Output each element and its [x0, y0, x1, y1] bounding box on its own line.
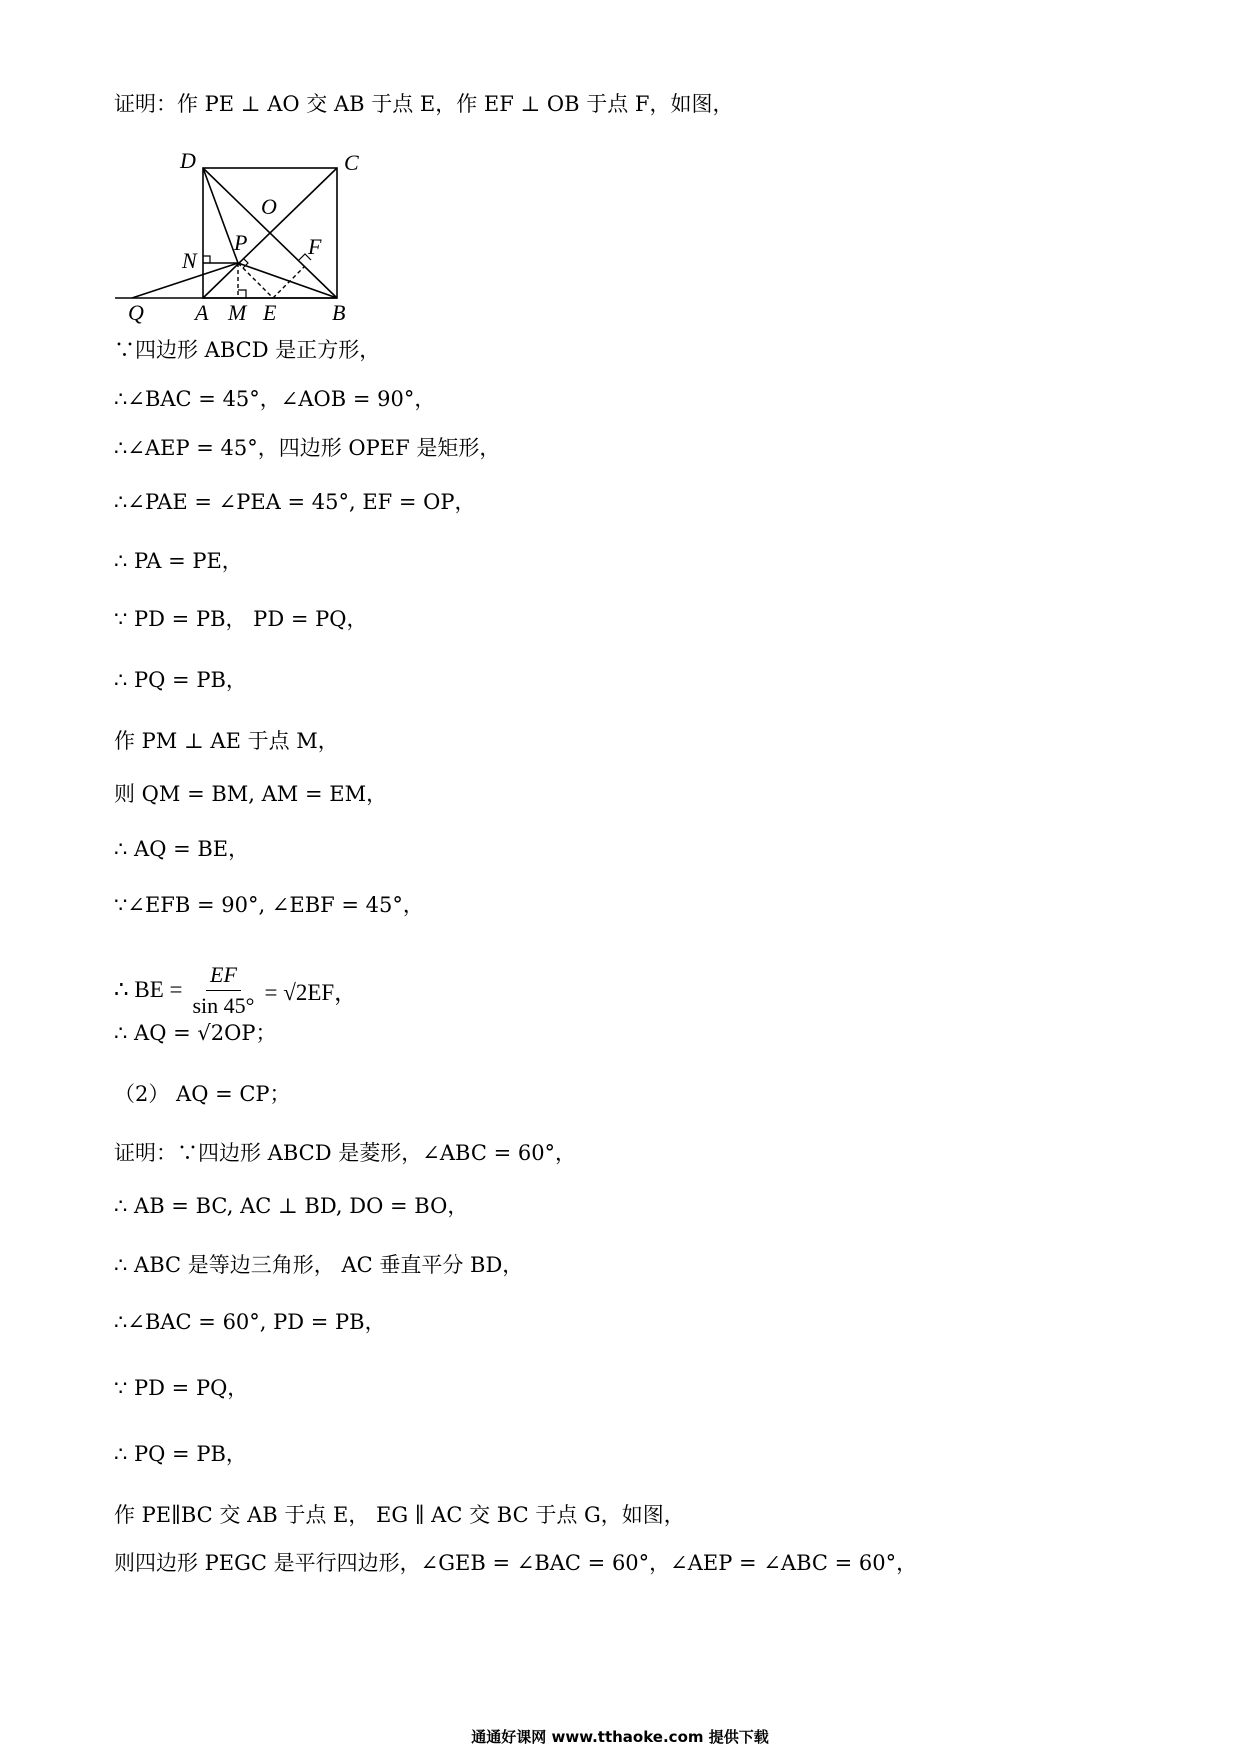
proof-line: ∴ AQ = √2OP； [114, 1021, 277, 1045]
fraction [189, 962, 259, 1019]
proof-line: 作 PE∥BC 交 AB 于点 E， EG ∥ AC 交 BC 于点 G，如图， [114, 1503, 685, 1527]
label-a: A [195, 300, 209, 325]
label-p: P [234, 230, 248, 255]
proof-line: ∴ AQ = BE， [114, 837, 250, 861]
label-e: E [263, 300, 277, 325]
proof-line: ∴ ABC 是等边三角形， AC 垂直平分 BD， [114, 1253, 524, 1277]
proof-line: ∴∠AEP = 45°，四边形 OPEF 是矩形， [114, 436, 501, 460]
fraction-equation-line [114, 955, 357, 1025]
proof-line: ∵四边形 ABCD 是正方形， [114, 338, 381, 362]
proof-line: ∴ PQ = PB， [114, 1442, 247, 1466]
proof-line: ∴ AB = BC, AC ⊥ BD, DO = BO， [114, 1194, 469, 1218]
label-q: Q [128, 300, 144, 325]
fraction-denominator: sin 45° [192, 992, 255, 1018]
segment-ef-dashed [273, 266, 305, 298]
proof-line: 则四边形 PEGC 是平行四边形，∠GEB = ∠BAC = 60°，∠AEP = ∠ABC = 60°， [114, 1551, 918, 1575]
right-angle-m [238, 290, 246, 298]
label-d: D [180, 150, 196, 173]
page-footer: 通通好课网 www.tthaoke.com 提供下载 [471, 1728, 769, 1746]
segment-pb [238, 263, 337, 298]
label-c: C [344, 150, 359, 175]
proof-line: 则 QM = BM, AM = EM， [114, 782, 388, 806]
label-f: F [308, 234, 322, 259]
fraction-suffix: = √2EF， [264, 979, 358, 1005]
proof-line: ∵∠EFB = 90°, ∠EBF = 45°， [114, 893, 424, 917]
label-o: O [261, 194, 277, 219]
label-n: N [182, 248, 197, 273]
segment-pe-dashed [238, 263, 273, 298]
proof-line: ∴ PQ = PB， [114, 668, 247, 692]
proof-line: ∴∠BAC = 45°，∠AOB = 90°， [114, 387, 436, 411]
right-angle-n [203, 256, 210, 263]
proof-line: 作 PM ⊥ AE 于点 M， [114, 729, 339, 753]
proof-line: ∵ PD = PQ， [114, 1376, 249, 1400]
proof-line: ∴∠PAE = ∠PEA = 45°, EF = OP， [114, 490, 476, 514]
proof-line: ∴∠BAC = 60°, PD = PB， [114, 1310, 386, 1334]
proof-line: ∴ PA = PE， [114, 549, 243, 573]
proof-line: （2） AQ = CP； [114, 1082, 291, 1106]
fraction-numerator: EF [206, 962, 241, 991]
label-m: M [228, 300, 247, 325]
segment-dp [203, 168, 238, 263]
proof-line: ∵ PD = PB， PD = PQ， [114, 607, 368, 631]
fraction-prefix: ∴ BE = [114, 977, 183, 1002]
proof-line: 证明：∵四边形 ABCD 是菱形，∠ABC = 60°， [114, 1141, 577, 1165]
label-b: B [332, 300, 346, 325]
square-geometry-figure [110, 150, 390, 330]
proof-line: 证明：作 PE ⊥ AO 交 AB 于点 E，作 EF ⊥ OB 于点 F，如图， [114, 92, 734, 116]
